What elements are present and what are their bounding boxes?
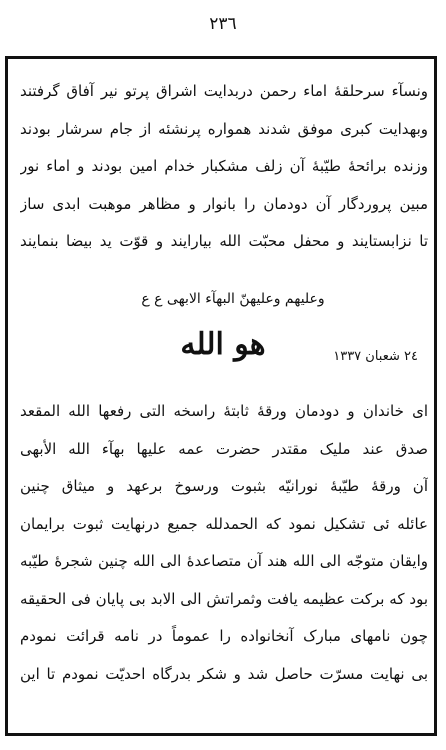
- text-line: ونسآء سرحلقهٔ اماء رحمن دربدایت اشراق پرتو نیر آفاق گرفتند: [20, 82, 428, 100]
- letter-1-body: [20, 73, 428, 261]
- letter-2-body: [20, 393, 428, 693]
- text-frame: [5, 56, 437, 736]
- text-line: مبین پروردگار آن دودمان را بانوار و مظاهر موهبت ابدی ساز: [20, 194, 428, 213]
- text-line: صدق عند ملیک مقتدر حضرت عمه علیها بهآء الله الأبهی: [20, 439, 428, 458]
- text-line: ای خاندان و دودمان ورقهٔ ثابتهٔ راسخه التی رفعها الله المقعد: [20, 402, 428, 420]
- text-line: چون نامهای مبارک آنخانواده را عموماً در نامه قرائت نمودم: [20, 627, 428, 645]
- page-number: ٢٣٦: [209, 14, 237, 34]
- closing-salutation: وعلیهم وعلیهنّ البهآء الابهی ع ع: [141, 291, 325, 307]
- text-line: وایقان متوجّه الی الله هند آن متصاعدهٔ الی الله چنین شجرهٔ طیّبه: [20, 552, 428, 570]
- text-line: بی نهایت مسرّت حاصل شد و شکر بدرگاه احدیّت نمودم تا این: [20, 664, 428, 683]
- invocation-heading: هو الله: [180, 327, 266, 362]
- text-line: وبهدایت کبری موفق شدند همواره پرنشئه از جام سرشار بودند: [20, 119, 428, 138]
- text-line: عائله ئی تشکیل نمود که الحمدلله جمیع درنهایت ثبوت برایمان: [20, 514, 428, 533]
- text-line: وزنده برائحهٔ طیّبهٔ آن زلف مشکبار خدام امین بودند و اماء نور: [20, 157, 428, 175]
- letter-date: ٢٤ شعبان ١٣٣٧: [333, 349, 418, 364]
- text-line: تا نزابستایند و محفل محبّت الله بیارایند و قوّت ید بیضا بنمایند: [20, 232, 428, 250]
- text-line: آن ورقهٔ طیّبهٔ نورانیّه بثبوت ورسوخ برعهد و میثاق چنین: [20, 477, 428, 495]
- text-line: بود که برکت عظیمه یافت وثمراتش الی الابد بی پایان فی الحقیقه: [20, 589, 428, 608]
